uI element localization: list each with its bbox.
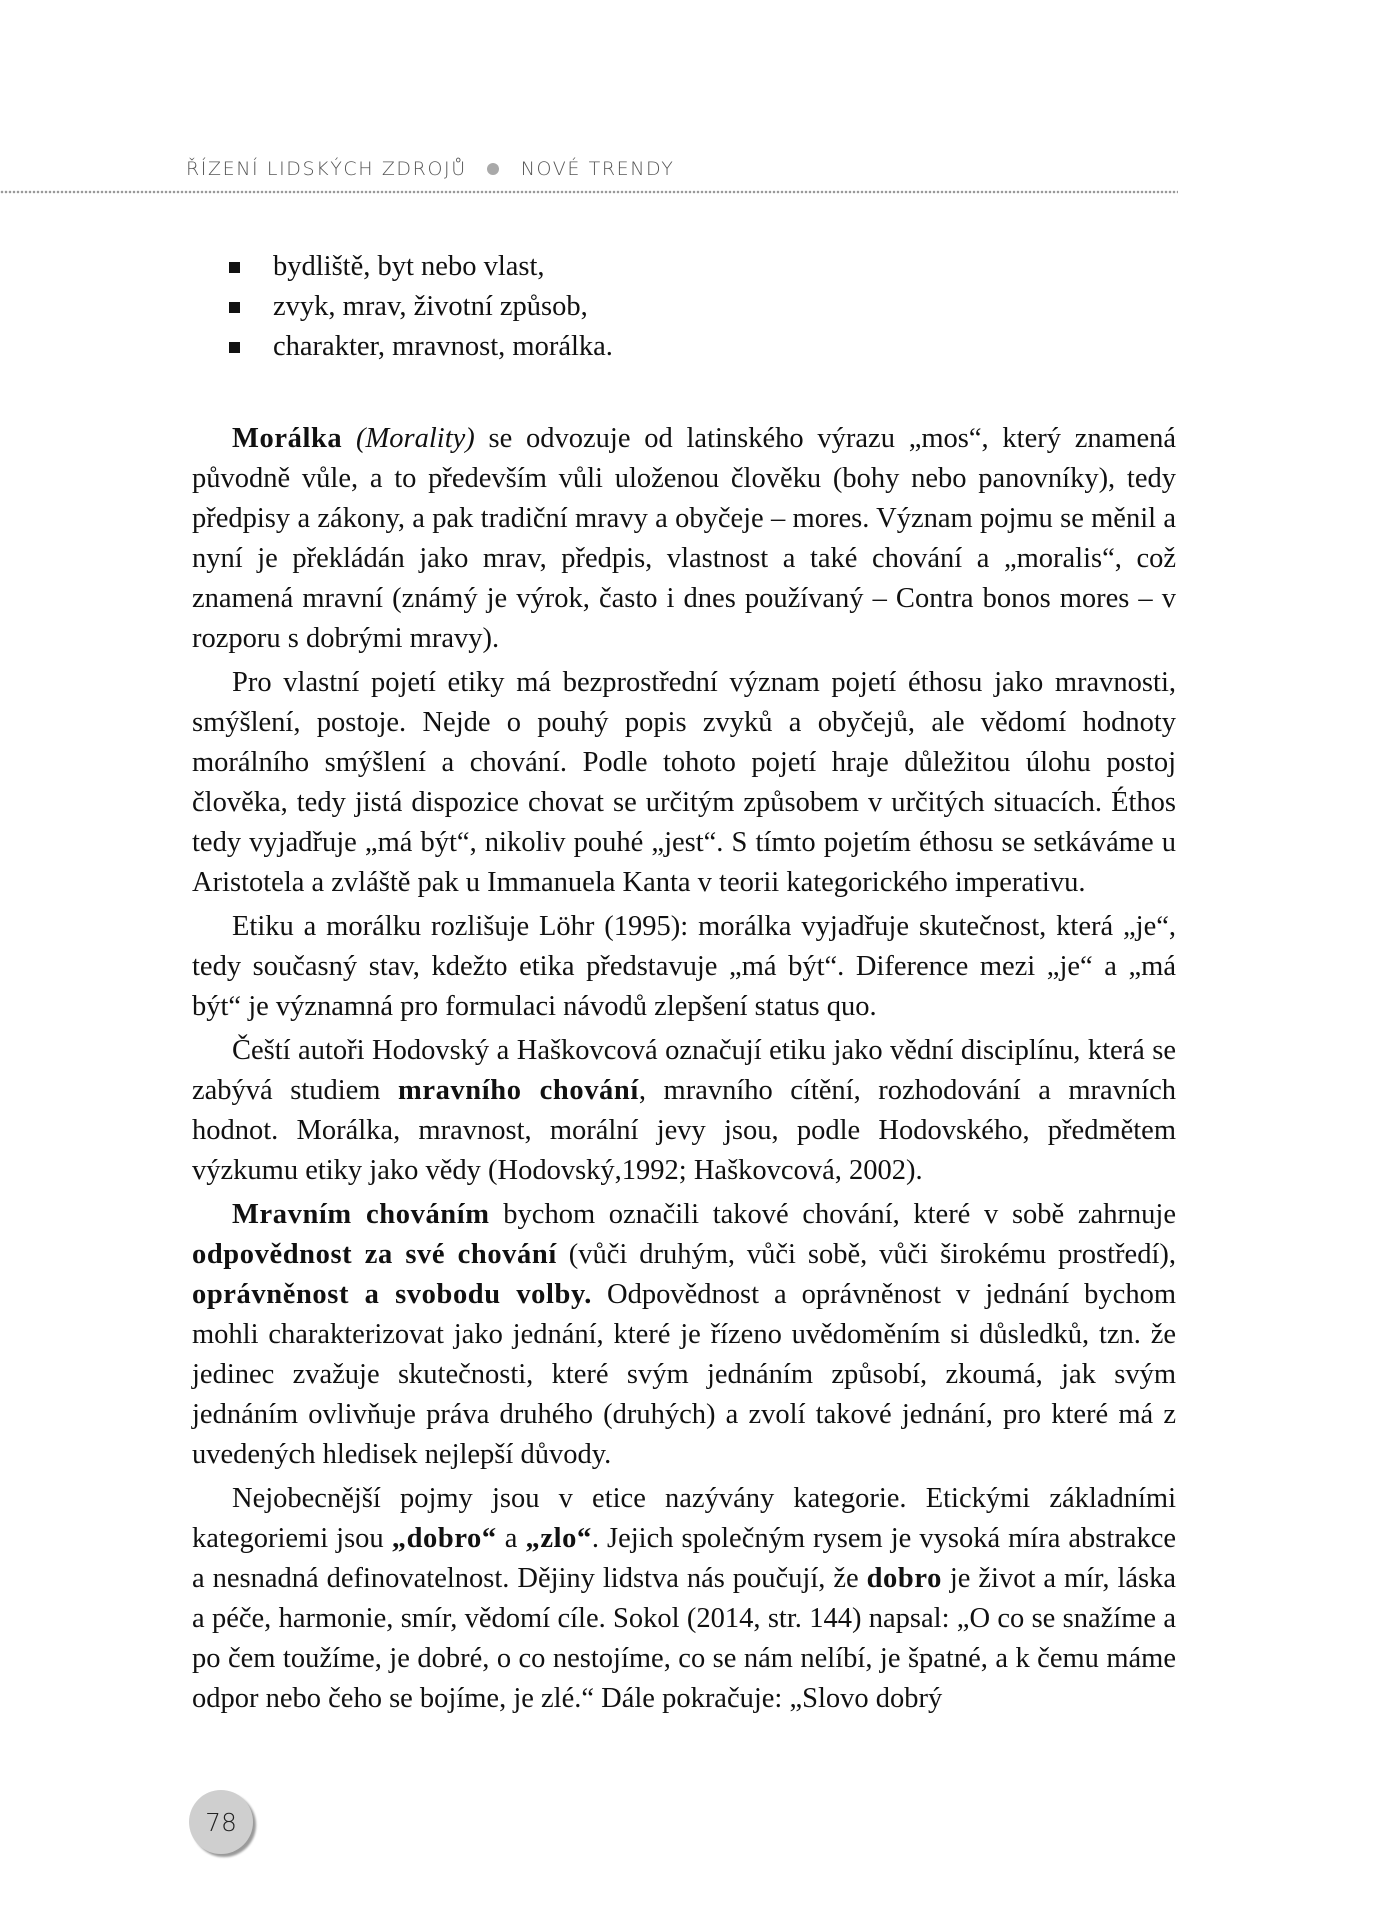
text-run: je život a mír, láska a péče, harmonie, smír, vědomí cíle. Sokol (2014, str. 144) napsal: „O co se snažíme a po čem toužíme, je dobré, o co nestojíme, co se nám nelíbí, je špatné, a k čemu máme odpor nebo čeho se bojíme, je zlé.“ Dále pokračuje: „Slovo dobrý <box>192 1563 1177 1714</box>
list-item <box>192 287 1176 327</box>
square-bullet-icon <box>229 302 240 313</box>
page-body <box>192 247 1176 1723</box>
bold-term: Mravním chováním <box>232 1199 490 1230</box>
book-title: ŘÍZENÍ LIDSKÝCH ZDROJŮ <box>186 158 467 180</box>
text-run: Etiku a morálku rozlišuje Löhr (1995): morálka vyjadřuje skutečnost, která „je“, tedy současný stav, kdežto etika představuje „má být“. Diference mezi „je“ a „má být“ je významná pro formulaci návodů zlepšení status quo. <box>192 911 1176 1022</box>
bullet-dot-icon <box>487 163 499 175</box>
paragraph-moral-behavior <box>192 1195 1176 1475</box>
list-item <box>192 247 1176 287</box>
page-number-badge <box>189 1790 253 1854</box>
bold-term: oprávněnost a svobodu volby. <box>192 1279 592 1310</box>
paragraph-lohr <box>192 907 1176 1027</box>
paragraph-categories <box>192 1479 1176 1719</box>
paragraph-czech-authors <box>192 1031 1176 1191</box>
square-bullet-icon <box>229 342 240 353</box>
bold-term: dobro <box>866 1563 942 1594</box>
book-subtitle: NOVÉ TRENDY <box>520 158 675 180</box>
text-run: bychom označili takové chování, které v sobě zahrnuje <box>489 1199 1176 1230</box>
paragraph-moralka <box>192 419 1176 659</box>
running-header <box>186 158 674 180</box>
page-number: 78 <box>205 1807 237 1837</box>
list-item <box>192 327 1176 367</box>
text-run: a <box>496 1523 526 1554</box>
bold-term: „zlo“ <box>525 1523 592 1554</box>
list-item-text: zvyk, mrav, životní způsob, <box>273 291 588 322</box>
text-run <box>342 423 356 454</box>
bold-term: „dobro“ <box>391 1523 497 1554</box>
list-item-text: bydliště, byt nebo vlast, <box>273 251 545 282</box>
bullet-list <box>192 247 1176 367</box>
text-run: Čeští autoři Hodovský a Haškovcová označují etiku jako vědní disciplínu, která se zabývá studiem <box>192 1035 1176 1106</box>
text-run: , mravního cítění, rozhodování a mravních hodnot. Morálka, mravnost, morální jevy jsou, podle Hodovského, předmětem výzkumu etiky jako vědy (Hodovský,1992; Haškovcová, 2002). <box>192 1075 1176 1186</box>
bold-term: Morálka <box>232 423 343 454</box>
paragraph-ethos <box>192 663 1176 903</box>
text-run: (vůči druhým, vůči sobě, vůči širokému prostředí), <box>556 1239 1176 1270</box>
italic-term: (Morality) <box>356 423 475 454</box>
text-run: Pro vlastní pojetí etiky má bezprostřední význam pojetí éthosu jako mravnosti, smýšlení, postoje. Nejde o pouhý popis zvyků a obyčejů, ale vědomí hodnoty morálního smýšlení a chování. Podle tohoto pojetí hraje důležitou úlohu postoj člověka, tedy jistá dispozice chovat se určitým způsobem v určitých situacích. Éthos tedy vyjadřuje „má být“, nikoliv pouhé „jest“. S tímto pojetím éthosu se setkáváme u Aristotela a zvláště pak u Immanuela Kanta v teorii kategorického imperativu. <box>192 667 1176 898</box>
bold-term: odpovědnost za své chování <box>192 1239 557 1270</box>
square-bullet-icon <box>229 262 240 273</box>
text-run: Nejobecnější pojmy jsou v etice nazývány kategorie. Etickými základními kategoriemi jsou <box>192 1483 1176 1554</box>
bold-term: mravního chování <box>397 1075 639 1106</box>
list-item-text: charakter, mravnost, morálka. <box>273 331 613 362</box>
dotted-header-rule <box>0 190 1178 194</box>
text-run: Odpovědnost a oprávněnost v jednání bychom mohli charakterizovat jako jednání, které je řízeno uvědoměním si důsledků, tzn. že jedinec zvažuje skutečnosti, které svým jednáním způsobí, zkoumá, jak svým jednáním ovlivňuje práva druhého (druhých) a zvolí takové jednání, pro které má z uvedených hledisek nejlepší důvody. <box>192 1279 1176 1470</box>
text-run: . Jejich společným rysem je vysoká míra abstrakce a nesnadná definovatelnost. Dějiny lidstva nás poučují, že <box>192 1523 1177 1594</box>
text-run: se odvozuje od latinského výrazu „mos“, který znamená původně vůle, a to především vůli uloženou člověku (bohy nebo panovníky), tedy předpisy a zákony, a pak tradiční mravy a obyčeje – mores. Význam pojmu se měnil a nyní je překládán jako mrav, předpis, vlastnost a také chování a „moralis“, což znamená mravní (známý je výrok, často i dnes používaný – Contra bonos mores – v rozporu s dobrými mravy). <box>192 423 1177 654</box>
